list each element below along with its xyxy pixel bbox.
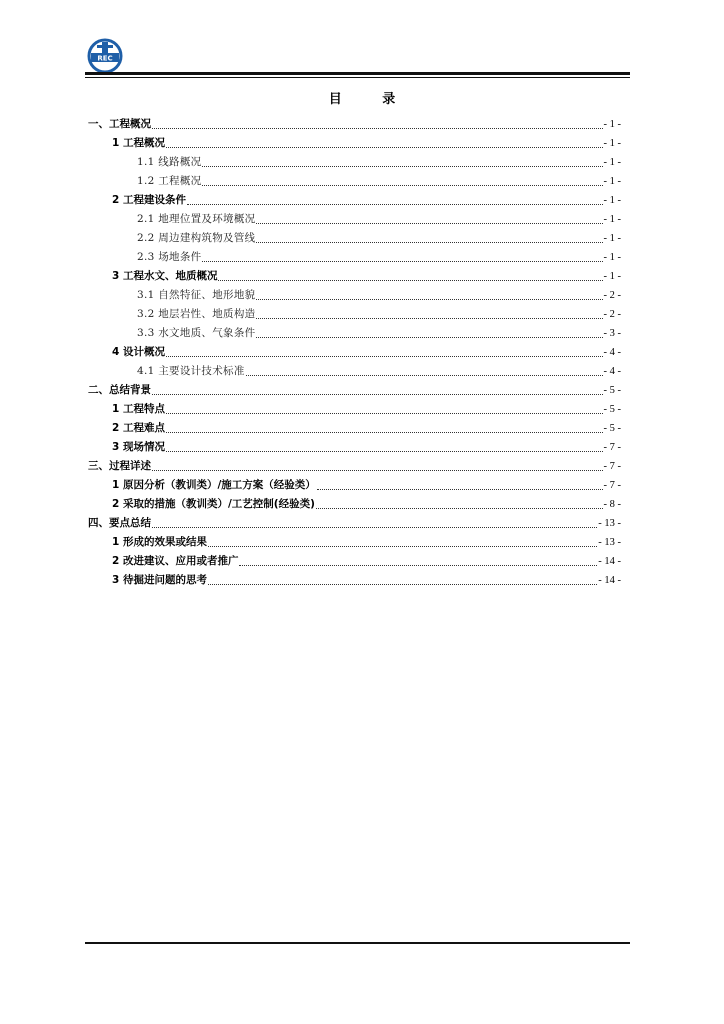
toc-entry-text: 4.1 主要设计技术标准 — [137, 365, 245, 377]
toc-entry-text: 2.2 周边建构筑物及管线 — [137, 232, 256, 244]
toc-entry-text: 1 工程概况 — [112, 137, 165, 149]
toc-leader-dots — [208, 584, 597, 585]
toc-page-number: - 1 - — [603, 138, 621, 149]
toc-page-number: - 2 - — [603, 290, 621, 301]
toc-entry[interactable] — [88, 571, 621, 590]
table-of-contents — [88, 115, 621, 590]
toc-entry-text: 一、工程概况 — [88, 118, 151, 130]
toc-page-number: - 13 - — [598, 537, 621, 548]
toc-leader-dots — [202, 261, 602, 262]
toc-entry-text: 二、总结背景 — [88, 384, 151, 396]
toc-page-number: - 1 - — [603, 195, 621, 206]
toc-entry[interactable] — [88, 381, 621, 400]
toc-leader-dots — [316, 508, 603, 509]
toc-leader-dots — [152, 394, 603, 395]
toc-entry[interactable] — [88, 305, 621, 324]
toc-entry-text: 2.1 地理位置及环境概况 — [137, 213, 256, 225]
toc-entry[interactable] — [88, 495, 621, 514]
toc-entry-text: 3 现场情况 — [112, 441, 165, 453]
toc-leader-dots — [166, 413, 603, 414]
toc-entry[interactable] — [88, 457, 621, 476]
toc-leader-dots — [187, 204, 603, 205]
toc-page-number: - 1 - — [603, 214, 621, 225]
toc-entry[interactable] — [88, 514, 621, 533]
toc-entry-text: 1 工程特点 — [112, 403, 165, 415]
toc-entry-text: 3.3 水文地质、气象条件 — [137, 327, 256, 339]
toc-page-number: - 3 - — [603, 328, 621, 339]
toc-leader-dots — [166, 432, 603, 433]
toc-page-number: - 14 - — [598, 556, 621, 567]
toc-entry[interactable] — [88, 172, 621, 191]
toc-leader-dots — [202, 166, 602, 167]
toc-leader-dots — [317, 489, 603, 490]
company-logo — [85, 38, 125, 74]
toc-page-number: - 13 - — [598, 518, 621, 529]
header-rule-thin — [85, 77, 630, 78]
toc-page-number: - 1 - — [603, 176, 621, 187]
toc-leader-dots — [152, 128, 603, 129]
toc-entry-text: 1 形成的效果或结果 — [112, 536, 207, 548]
toc-entry[interactable] — [88, 134, 621, 153]
toc-entry[interactable] — [88, 229, 621, 248]
toc-page-number: - 5 - — [603, 404, 621, 415]
toc-entry[interactable] — [88, 438, 621, 457]
toc-entry-text: 4 设计概况 — [112, 346, 165, 358]
toc-leader-dots — [256, 337, 602, 338]
toc-leader-dots — [256, 223, 602, 224]
toc-entry[interactable] — [88, 267, 621, 286]
toc-leader-dots — [166, 451, 603, 452]
toc-leader-dots — [152, 470, 603, 471]
toc-entry-text: 1.1 线路概况 — [137, 156, 202, 168]
toc-entry-text: 2 改进建议、应用或者推广 — [112, 555, 239, 567]
toc-entry-text: 2 工程建设条件 — [112, 194, 186, 206]
toc-entry-text: 3.1 自然特征、地形地貌 — [137, 289, 256, 301]
toc-page-number: - 1 - — [603, 252, 621, 263]
toc-leader-dots — [239, 565, 597, 566]
toc-page-number: - 1 - — [603, 271, 621, 282]
toc-page-number: - 7 - — [603, 461, 621, 472]
toc-leader-dots — [152, 527, 597, 528]
toc-page-number: - 1 - — [603, 157, 621, 168]
toc-entry[interactable] — [88, 419, 621, 438]
toc-page-number: - 5 - — [603, 385, 621, 396]
toc-entry[interactable] — [88, 343, 621, 362]
toc-leader-dots — [202, 185, 602, 186]
toc-leader-dots — [218, 280, 602, 281]
toc-entry[interactable] — [88, 362, 621, 381]
toc-entry[interactable] — [88, 552, 621, 571]
toc-page-number: - 2 - — [603, 309, 621, 320]
toc-entry[interactable] — [88, 248, 621, 267]
toc-entry-text: 1 原因分析（教训类）/施工方案（经验类） — [112, 479, 316, 491]
logo-text: REC — [97, 54, 113, 63]
toc-leader-dots — [166, 356, 603, 357]
toc-entry-text: 2 工程难点 — [112, 422, 165, 434]
toc-page-number: - 1 - — [603, 233, 621, 244]
toc-entry[interactable] — [88, 286, 621, 305]
toc-entry[interactable] — [88, 210, 621, 229]
toc-entry-text: 四、要点总结 — [88, 517, 151, 529]
toc-entry-text: 三、过程详述 — [88, 460, 151, 472]
toc-page-number: - 1 - — [603, 119, 621, 130]
toc-page-number: - 8 - — [603, 499, 621, 510]
toc-page-number: - 4 - — [603, 366, 621, 377]
toc-entry-text: 2.3 场地条件 — [137, 251, 202, 263]
toc-entry[interactable] — [88, 324, 621, 343]
header-rule — [85, 72, 630, 75]
toc-leader-dots — [256, 318, 602, 319]
toc-page-number: - 7 - — [603, 480, 621, 491]
toc-entry-text: 1.2 工程概况 — [137, 175, 202, 187]
toc-page-number: - 14 - — [598, 575, 621, 586]
toc-leader-dots — [166, 147, 603, 148]
toc-title: 目 录 — [328, 92, 414, 107]
toc-page-number: - 4 - — [603, 347, 621, 358]
toc-entry[interactable] — [88, 400, 621, 419]
toc-leader-dots — [256, 299, 602, 300]
toc-entry[interactable] — [88, 191, 621, 210]
toc-entry-text: 3 工程水文、地质概况 — [112, 270, 218, 282]
toc-entry[interactable] — [88, 153, 621, 172]
toc-page-number: - 5 - — [603, 423, 621, 434]
toc-entry[interactable] — [88, 533, 621, 552]
toc-entry-text: 2 采取的措施（教训类）/工艺控制(经验类) — [112, 498, 315, 510]
toc-entry[interactable] — [88, 476, 621, 495]
toc-entry-text: 3 待掘进问题的思考 — [112, 574, 207, 586]
toc-leader-dots — [246, 375, 603, 376]
toc-entry[interactable] — [88, 115, 621, 134]
toc-leader-dots — [256, 242, 602, 243]
toc-leader-dots — [208, 546, 597, 547]
footer-rule — [85, 942, 630, 944]
toc-entry-text: 3.2 地层岩性、地质构造 — [137, 308, 256, 320]
toc-page-number: - 7 - — [603, 442, 621, 453]
